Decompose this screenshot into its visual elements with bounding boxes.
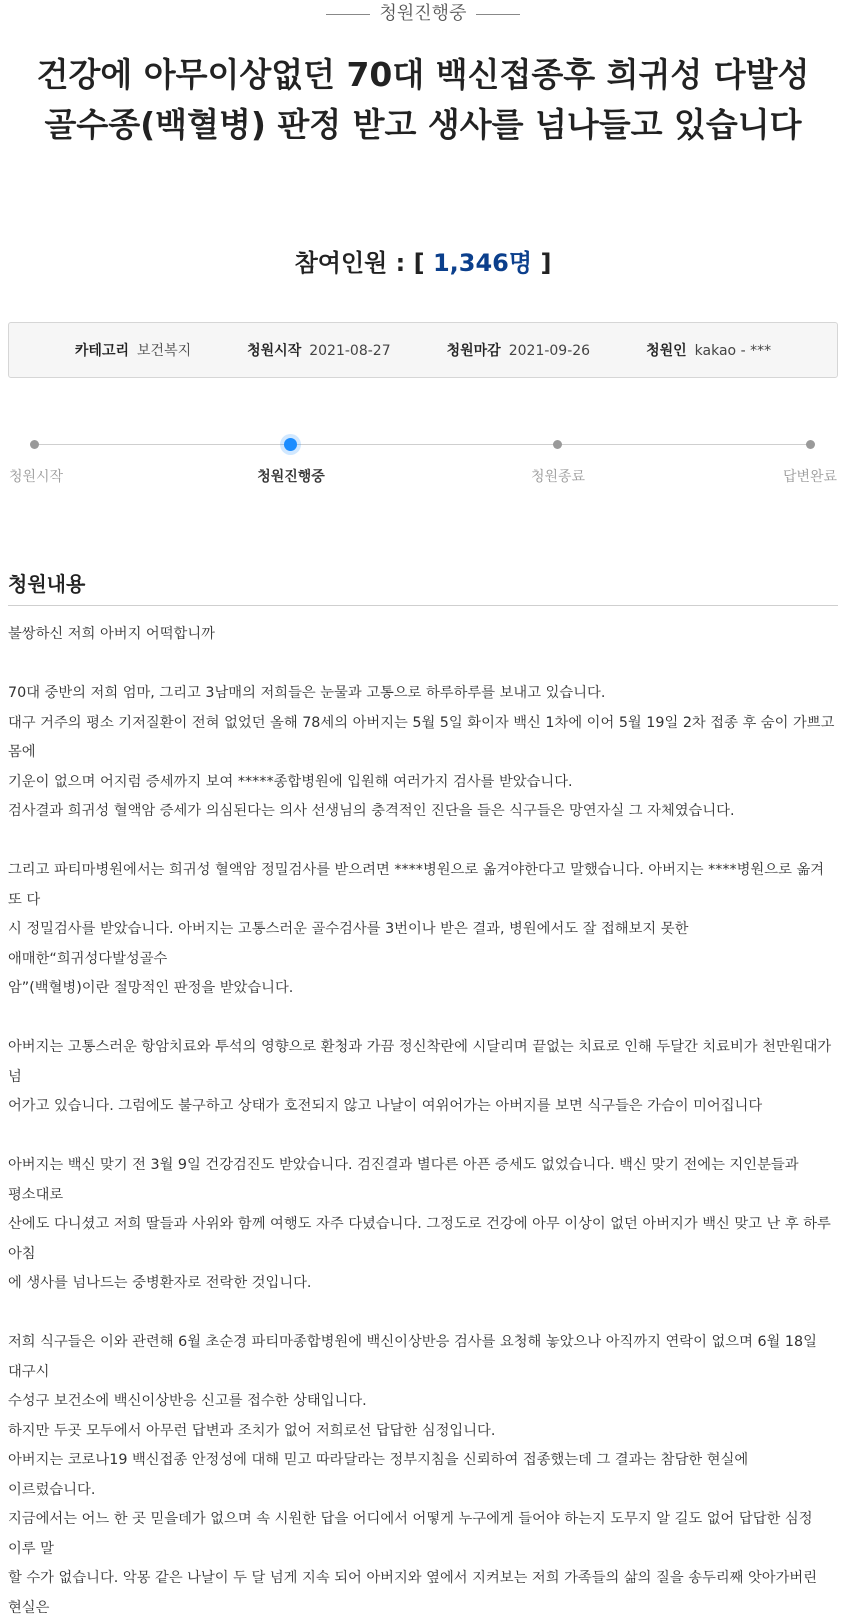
progress-dot-answered bbox=[806, 440, 815, 449]
info-category bbox=[75, 340, 191, 360]
end-label: 청원마감 bbox=[446, 343, 501, 359]
participants-label: 참여인원 : [ bbox=[294, 249, 425, 277]
content-line: 어가고 있습니다. 그럼에도 불구하고 상태가 호전되지 않고 나날이 여위어가는 아버지를 보면 식구들은 가슴이 미어집니다 bbox=[8, 1098, 763, 1114]
progress-label-answered: 답변완료 bbox=[782, 469, 838, 485]
content-line: 에 생사를 넘나드는 중병환자로 전락한 것입니다. bbox=[8, 1275, 312, 1291]
petition-title: 건강에 아무이상없던 70대 백신접종후 희귀성 다발성골수종(백혈병) 판정 받고 생사를 넘나들고 있습니다 bbox=[36, 55, 810, 144]
content-line: 할 수가 없습니다. 악몽 같은 나날이 두 달 넘게 지속 되어 아버지와 옆에서 지켜보는 저희 가족들의 삶의 질을 송두리째 앗아가버린 현실은 bbox=[8, 1570, 818, 1616]
author-value: kakao - *** bbox=[694, 343, 772, 359]
end-value: 2021-09-26 bbox=[508, 343, 591, 359]
content-line: 검사결과 희귀성 혈액암 증세가 의심된다는 의사 선생님의 충격적인 진단을 들은 식구들은 망연자실 그 자체였습니다. bbox=[8, 803, 735, 819]
category-label: 카테고리 bbox=[74, 343, 130, 359]
content-line: 그리고 파티마병원에서는 희귀성 혈액암 정밀검사를 받으려면 ****병원으로 옮겨야한다고 말했습니다. 아버지는 ****병원으로 옮겨 또 다 bbox=[8, 862, 825, 908]
progress-line bbox=[34, 444, 810, 445]
petition-progress-tracker bbox=[0, 430, 846, 490]
info-end-date bbox=[447, 340, 590, 360]
content-line: 수성구 보건소에 백신이상반응 신고를 접수한 상태입니다. bbox=[8, 1393, 367, 1409]
content-line: 대구 거주의 평소 기저질환이 전혀 없었던 올해 78세의 아버지는 5월 5일 화이자 백신 1차에 이어 5월 19일 2차 접종 후 숨이 가쁘고 몸에 bbox=[8, 714, 835, 760]
content-line: 기운이 없으며 어지럼 증세까지 보여 *****종합병원에 입원해 여러가지 검사를 받았습니다. bbox=[8, 773, 573, 790]
participants-suffix: ] bbox=[540, 249, 552, 277]
progress-dot-start bbox=[30, 440, 39, 449]
content-line: 아버지는 고통스러운 항암치료와 투석의 영향으로 환청과 가끔 정신착란에 시달리며 끝없는 치료로 인해 두달간 치료비가 천만원대가 넘 bbox=[8, 1039, 832, 1085]
info-start-date bbox=[247, 340, 390, 360]
content-line: 아버지는 백신 맞기 전 3월 9일 건강검진도 받았습니다. 검진결과 별다른 아픈 증세도 없었습니다. 백신 맞기 전에는 지인분들과 평소대로 bbox=[8, 1157, 799, 1203]
progress-label-start: 청원시작 bbox=[8, 469, 64, 485]
category-value: 보건복지 bbox=[137, 343, 192, 359]
content-line: 불쌍하신 저희 아버지 어떡합니까 bbox=[8, 626, 215, 642]
progress-dot-closed bbox=[553, 440, 562, 449]
content-line bbox=[8, 1004, 840, 1034]
participants-count: 1,346명 bbox=[432, 249, 533, 277]
author-label: 청원인 bbox=[646, 343, 687, 359]
content-line bbox=[8, 827, 840, 857]
info-author bbox=[646, 340, 771, 360]
content-line bbox=[8, 1122, 840, 1152]
start-value: 2021-08-27 bbox=[309, 343, 391, 359]
divider bbox=[476, 14, 520, 15]
content-line: 하지만 두곳 모두에서 아무런 답변과 조치가 없어 저희로선 답답한 심정입니다. bbox=[8, 1422, 496, 1439]
divider bbox=[326, 14, 370, 15]
petition-status-label bbox=[0, 0, 846, 28]
content-line: 아버지는 코로나19 백신접종 안정성에 대해 믿고 따라달라는 정부지침을 신뢰하여 접종했는데 그 결과는 참담한 현실에 이르렀습니다. bbox=[8, 1452, 749, 1498]
progress-label-in-progress: 청원진행중 bbox=[257, 469, 325, 485]
content-line: 산에도 다니셨고 저희 딸들과 사위와 함께 여행도 자주 다녔습니다. 그정도로 건강에 아무 이상이 없던 아버지가 백신 맞고 난 후 하루 아침 bbox=[8, 1216, 831, 1262]
status-text: 청원진행중 bbox=[379, 3, 467, 24]
content-line: 지금에서는 어느 한 곳 믿을데가 없으며 속 시원한 답을 어디에서 어떻게 누구에게 들어야 하는지 도무지 알 길도 없어 답답한 심정 이루 말 bbox=[8, 1511, 813, 1557]
petition-content bbox=[8, 620, 840, 1623]
progress-dot-in-progress bbox=[284, 438, 297, 451]
section-divider bbox=[8, 605, 838, 606]
content-line: 암”(백혈병)이란 절망적인 판정을 받았습니다. bbox=[8, 980, 294, 996]
participant-count bbox=[0, 243, 846, 283]
progress-label-closed: 청원종료 bbox=[530, 469, 586, 485]
content-line: 시 정밀검사를 받았습니다. 아버지는 고통스러운 골수검사를 3번이나 받은 결과, 병원에서도 잘 접해보지 못한 애매한“희귀성다발성골수 bbox=[8, 921, 689, 967]
content-line: 70대 중반의 저희 엄마, 그리고 3남매의 저희들은 눈물과 고통으로 하루하루를 보내고 있습니다. bbox=[8, 685, 606, 701]
content-line bbox=[8, 650, 840, 680]
section-title-content: 청원내용 bbox=[8, 572, 86, 596]
petition-info-box bbox=[8, 322, 838, 378]
start-label: 청원시작 bbox=[247, 343, 302, 359]
content-line bbox=[8, 1299, 840, 1329]
content-line: 저희 식구들은 이와 관련해 6월 초순경 파티마종합병원에 백신이상반응 검사를 요청해 놓았으나 아직까지 연락이 없으며 6월 18일 대구시 bbox=[8, 1334, 817, 1380]
